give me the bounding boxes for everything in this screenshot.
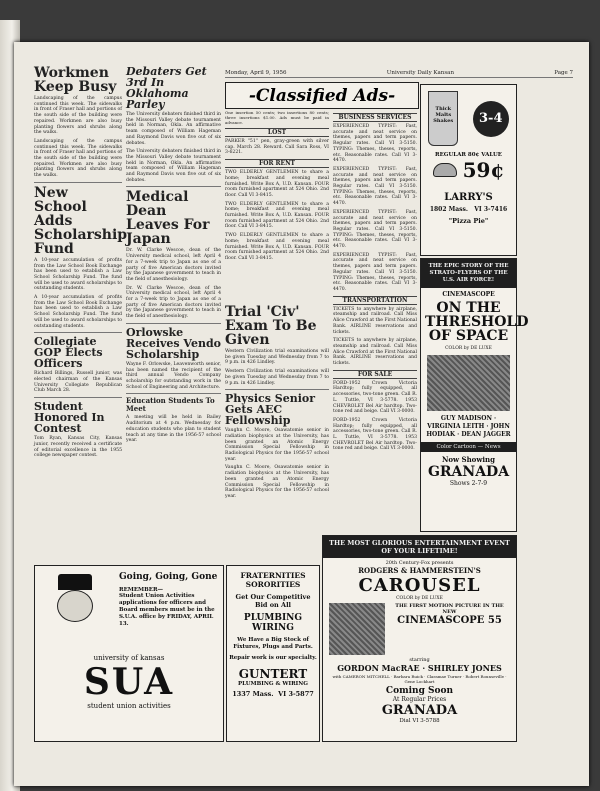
headline-trial-exam: Trial 'Civ' Exam To Be Given xyxy=(225,304,317,348)
carousel-prices: At Regular Prices xyxy=(392,696,447,703)
guntert-line1: FRATERNITIES xyxy=(240,571,306,580)
guntert-wiring: WIRING xyxy=(252,623,294,633)
headline-workmen: Workmen Keep Busy xyxy=(34,65,117,95)
classified-rates: One insertion 50 cents; two insertions 80 cents; three insertions $1.00. Ads must be paid in advance. xyxy=(225,110,329,125)
top-hat-icon xyxy=(58,574,92,590)
larrys-address: 1802 Mass. xyxy=(429,206,468,213)
news-column-3 xyxy=(225,305,329,560)
larrys-thick: Thick Malts Shakes xyxy=(433,106,454,124)
article-orlowske: Wayne F. Orlowske, Leavenworth senior, has been named the recipient of the third annual Vendo Company scholarship for outstanding work in the School of Engineering and Architecture. xyxy=(126,361,221,390)
threshold-shows: Shows 2-7-9 xyxy=(449,480,488,487)
for-rent-text-cont2: TWO ELDERLY GENTLEMEN to share a home; breakfast and evening meal furnished. Write Box A, U.D. Kansan. FOUR room furnished apartment at 524 Ohio. 2nd floor. Call VI 3-8415. xyxy=(225,233,329,261)
business-services-text-cont3: EXPERIENCED TYPIST: Fast, accurate and neat service on themes, papers and term papers. Regular rates. Call VI 3-5150. TYPING: Themes, theses, reports, etc. Reasonable rates. Call VI 3-4470. xyxy=(333,252,417,292)
header-page: Page 7 xyxy=(554,70,573,76)
threshold-ad xyxy=(420,258,529,532)
header-date: Monday, April 9, 1956 xyxy=(225,70,287,76)
guntert-sub: PLUMBING & WIRING xyxy=(238,681,308,687)
for-sale-text-cont: FORD-1952 Crown Victoria Hardtop; fully equipped, all accessories, two-tone green. Call R. L. Tuttle, VI 3-5778. 1953 CHEVROLET Bel Air hardtop. Two-tone red and beige. Call VI 3-0000. xyxy=(333,417,417,452)
carousel-rh: RODGERS & HAMMERSTEIN'S xyxy=(358,566,481,575)
guntert-name: GUNTERT xyxy=(238,667,308,681)
carousel-theater: GRANADA xyxy=(381,703,458,718)
headline-education: Education Students To Meet xyxy=(126,396,215,414)
transportation-heading: TRANSPORTATION xyxy=(333,296,417,305)
auctioneer-illustration xyxy=(35,566,115,648)
divider xyxy=(34,397,122,398)
carousel-studio: 20th Century-Fox presents xyxy=(385,560,454,566)
larrys-art xyxy=(421,91,516,146)
carousel-with: with CAMERON MITCHELL · Barbara Ruick · Claramae Turner · Robert Rounseville · Gene Lockhart xyxy=(332,674,507,684)
divider xyxy=(126,393,221,394)
carousel-cs55: CINEMASCOPE 55 xyxy=(397,615,502,626)
sua-ad xyxy=(34,565,224,742)
sua-logo: SUA xyxy=(83,661,175,703)
business-services-text: EXPERIENCED TYPIST: Fast, accurate and neat service on themes, papers and term papers. Regular rates. Call VI 3-5150. TYPING: Themes, theses, reports, etc. Reasonable rates. Call VI 3-4470. xyxy=(333,124,417,164)
headline-physics: Physics Senior Gets AEC Fellowship xyxy=(225,392,316,428)
guntert-repair: Repair work is our specialty. xyxy=(229,655,317,661)
larrys-regular: REGULAR 80¢ VALUE xyxy=(435,152,502,158)
article-scholarship-cont: A 10-year accumulation of profits from the Law School Book Exchange has been used to establish a Law School Scholarship Fund. The fund will be used to award scholarships to outstanding students. xyxy=(34,295,122,329)
carousel-coming: Coming Soon xyxy=(385,686,454,696)
article-trial-exam: Western Civilization trial examinations will be given Tuesday and Wednesday from 7 to 9 p.m. in 426 Lindley. xyxy=(225,349,329,366)
carousel-ad xyxy=(322,535,517,742)
for-sale-text: FORD-1952 Crown Victoria Hardtop; fully equipped, all accessories, two-tone green. Call R. L. Tuttle, VI 3-5778. 1953 CHEVROLET Bel Air hardtop. Two-tone red and beige. Call VI 3-0000. xyxy=(333,380,417,415)
shake-cup-icon xyxy=(428,91,458,146)
guntert-line2: SORORITIES xyxy=(245,580,301,589)
news-column-2 xyxy=(126,66,221,562)
larrys-name: LARRY'S xyxy=(444,192,493,203)
classified-column-right xyxy=(333,110,417,555)
article-medical-dean: Dr. W. Clarke Wescoe, dean of the University medical school, left April 4 for a 7-week trip to Japan as one of a party of five American doctors invited by the Japanese government to teach in the field of anesthesiology. xyxy=(126,248,221,282)
carousel-title: CAROUSEL xyxy=(358,575,481,596)
sua-remember: REMEMBER— xyxy=(119,587,164,593)
headline-orlowske: Orlowske Receives Vendo Scholarship xyxy=(126,325,221,361)
header-paper: University Daily Kansan xyxy=(386,70,454,76)
guntert-phone: VI 3-5877 xyxy=(278,690,314,698)
article-scholarship: A 10-year accumulation of profits from the Law School Book Exchange has been used to establish a Law School Scholarship Fund. The fund will be used to award scholarships to outstanding students. xyxy=(34,257,122,292)
face-icon xyxy=(57,590,93,622)
page-header xyxy=(225,70,573,78)
sua-body: Student Union Activities applications for officers and Board members must be in the S.U.A. office by FRIDAY, APRIL 13. xyxy=(119,593,215,627)
headline-scholarship: New School Adds Scholarship Fund xyxy=(34,184,128,257)
lost-heading: LOST xyxy=(225,128,329,137)
headline-medical-dean: Medical Dean Leaves For Japan xyxy=(126,189,210,248)
carousel-first: THE FIRST MOTION PICTURE IN THE NEW xyxy=(395,603,504,615)
article-medical-dean-cont: Dr. W. Clarke Wescoe, dean of the University medical school, left April 4 for a 7-week trip to Japan as one of a party of five American doctors invited by the Japanese government to teach in the field of anesthesiology. xyxy=(126,285,221,320)
lost-text: PARKER "51" pen, gray-green with silver cap. March 28. Reward. Call Sara Ross, VI 3-6221. xyxy=(225,139,329,156)
classified-ads-banner xyxy=(225,82,419,109)
carousel-color: COLOR by DE LUXE xyxy=(396,596,443,601)
guntert-stock: We Have a Big Stock of Fixtures, Plugs and Parts. xyxy=(233,637,313,650)
headline-debaters: Debaters Get 3rd In Oklahoma Parley xyxy=(126,65,207,111)
transportation-text-cont: TICKETS to anywhere by airplane, steamship and railroad. Call Miss Alice Crawford at the First National Bank. AIRLINE reservations and tickets. xyxy=(333,338,418,367)
guntert-ad xyxy=(226,565,320,742)
carousel-starring: starring xyxy=(409,657,430,663)
guntert-address: 1337 Mass. xyxy=(232,690,274,698)
for-rent-text: TWO ELDERLY GENTLEMEN to share a home; breakfast and evening meal furnished. Write Box A, U.D. Kansan. FOUR room furnished apartment at 524 Ohio. 2nd floor. Call VI 3-8415. xyxy=(225,170,329,198)
sua-university: university of kansas xyxy=(93,654,165,662)
carousel-top: THE MOST GLORIOUS ENTERTAINMENT EVENT OF YOUR LIFETIME! xyxy=(323,536,516,558)
transportation-text: TICKETS to anywhere by airplane, steamship and railroad. Call Miss Alice Crawford at the First National Bank. AIRLINE reservations and tickets. xyxy=(333,306,418,335)
article-education: A meeting will be held in Bailey Auditorium at 4 p.m. Wednesday for education students who plan to student teach at any time in the 1956-57 school year. xyxy=(126,415,221,444)
divider xyxy=(225,389,329,390)
guntert-line3: Get Our Competitive Bid on All xyxy=(235,593,311,609)
for-sale-heading: FOR SALE xyxy=(333,370,417,379)
business-services-heading: BUSINESS SERVICES xyxy=(333,113,417,122)
divider xyxy=(126,323,221,324)
article-physics-cont: Vaughn C. Moore, Osawatomie senior in radiation biophysics at the University, has been granted an Atomic Energy Commission Special Fellowship in Radiological Physics for the 1956-57 school year. xyxy=(225,465,329,499)
larrys-phone: VI 3-7416 xyxy=(474,206,508,213)
for-rent-text-cont: TWO ELDERLY GENTLEMEN to share a home; breakfast and evening meal furnished. Write Box A, U.D. Kansan. FOUR room furnished apartment at 524 Ohio. 2nd floor. Call VI 3-8415. xyxy=(225,201,329,230)
business-services-text-cont2: EXPERIENCED TYPIST: Fast, accurate and neat service on themes, papers and term papers. Regular rates. Call VI 3-5150. TYPING: Themes, theses, reports, etc. Reasonable rates. Call VI 3-4470. xyxy=(333,209,417,250)
classified-title: -Classified Ads- xyxy=(248,85,396,106)
business-services-text-cont: EXPERIENCED TYPIST: Fast, accurate and neat service on themes, papers and term papers. Regular rates. Call VI 3-5150. TYPING: Themes, theses, reports, etc. Reasonable rates. Call VI 3-4470. xyxy=(333,166,417,207)
threshold-cast: GUY MADISON · VIRGINIA LEITH · JOHN HODIAK · DEAN JAGGER xyxy=(426,415,511,438)
threshold-title: ON THE THRESHOLD OF SPACE xyxy=(425,300,529,344)
article-workmen: Landscaping of the campus continued this week. The sidewalks in front of Fraser hall and portions of the south side of the building were repaired. Workmen are also busy planting flowers and shrubs along the walks. xyxy=(34,96,122,136)
burger-icon xyxy=(433,163,457,177)
article-debaters-cont: The University debaters finished third in the Missouri Valley debate tournament held in Norman, Okla. An affirmative team composed of William Hageman and Raymond Davis won five out of six debates. xyxy=(126,149,221,183)
threshold-showing: Now Showing xyxy=(441,455,495,464)
price-burst-icon: 3-4 xyxy=(473,101,509,137)
headline-student-honored: Student Honored In Contest xyxy=(34,400,105,436)
article-trial-exam-cont: Western Civilization trial examinations will be given Tuesday and Wednesday from 7 to 9 p.m. in 426 Lindley. xyxy=(225,369,329,386)
threshold-color: COLOR by DE LUXE xyxy=(445,346,492,351)
carousel-dial: Dial VI 3-5788 xyxy=(399,718,440,724)
article-student-honored: Tom Ryan, Kansas City, Kansas junior, recently received a certificate of editorial excellence in the 1955 college newspaper contest. xyxy=(34,436,122,459)
carousel-photo xyxy=(329,603,385,655)
sua-sub: student union activities xyxy=(87,702,171,710)
carousel-stars: GORDON MacRAE · SHIRLEY JONES xyxy=(337,663,502,673)
article-debaters: The University debaters finished third in the Missouri Valley debate tournament held in Norman, Okla. An affirmative team composed of William Hageman and Raymond Davis won five out of six debates. xyxy=(126,112,221,146)
divider xyxy=(34,182,122,183)
larrys-price: 59¢ xyxy=(462,158,505,182)
larrys-ad xyxy=(420,84,517,256)
news-column-1 xyxy=(34,65,128,562)
larrys-tag: "Pizza Pie" xyxy=(448,217,489,225)
threshold-photo xyxy=(427,355,510,411)
threshold-top: THE EPIC STORY OF THE STRATO-FLYERS OF THE U.S. AIR FORCE! xyxy=(421,259,516,288)
article-workmen-cont: Landscaping of the campus continued this week. The sidewalks in front of Fraser hall and portions of the south side of the building were repaired. Workmen are also busy planting flowers and shrubs along the walks. xyxy=(34,138,122,179)
classified-column-left xyxy=(225,110,329,300)
headline-gop: Collegiate GOP Elects Officers xyxy=(34,335,103,371)
divider xyxy=(126,186,221,187)
guntert-plumbing: PLUMBING xyxy=(243,613,303,623)
article-physics: Vaughn C. Moore, Osawatomie senior in radiation biophysics at the University, has been granted an Atomic Energy Commission Special Fellowship in Radiological Physics for the 1956-57 school year. xyxy=(225,428,329,462)
threshold-theater: GRANADA xyxy=(427,464,510,480)
article-gop: Richard Billings, Russell junior, was elected chairman of the Kansas University Collegiate Republican Club March 28. xyxy=(34,371,122,394)
threshold-foot: Color Cartoon — News xyxy=(421,442,516,452)
sua-heading: Going, Going, Gone xyxy=(119,572,218,582)
for-rent-heading: FOR RENT xyxy=(225,159,329,168)
threshold-cinemascope: CINEMASCOPE xyxy=(442,291,495,298)
divider xyxy=(34,332,122,333)
